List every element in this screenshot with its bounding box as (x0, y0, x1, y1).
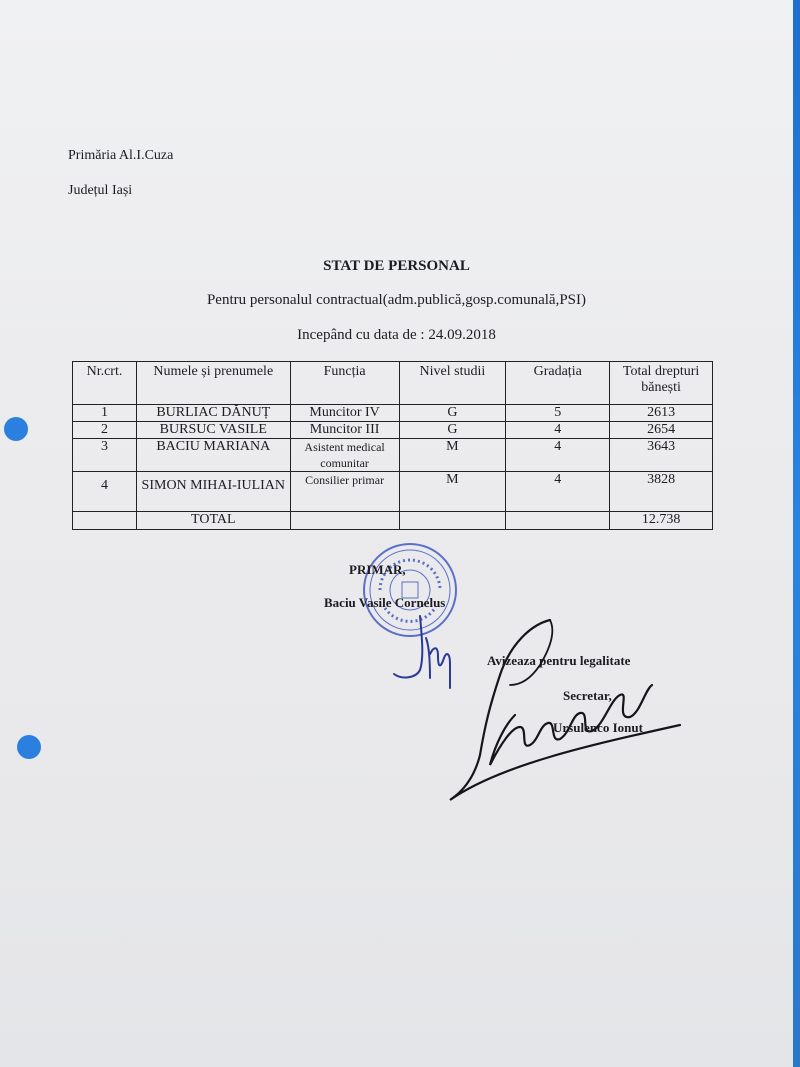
cell-nr: 4 (73, 472, 137, 512)
cell-total: 2654 (610, 422, 713, 439)
endorsement-text: Avizeaza pentru legalitate (487, 653, 631, 668)
cell-grade: 4 (506, 472, 610, 512)
cell-studies: G (399, 422, 506, 439)
cell-empty (399, 512, 506, 530)
cell-empty (290, 512, 399, 530)
mayor-title: PRIMAR, (349, 562, 406, 577)
cell-grade: 5 (506, 405, 610, 422)
cell-grade: 4 (506, 439, 610, 472)
cell-grade: 4 (506, 422, 610, 439)
cell-total: 2613 (610, 405, 713, 422)
cell-studies: M (399, 472, 506, 512)
personnel-table (72, 361, 713, 530)
column-header: Numele și prenumele (136, 362, 290, 405)
secretary-name: Ursulenco Ionut (553, 720, 643, 735)
table-row (73, 472, 713, 512)
table-row (73, 405, 713, 422)
column-header: Funcția (290, 362, 399, 405)
table-row (73, 439, 713, 472)
mayor-name: Baciu Vasile Cornelus (324, 595, 446, 610)
column-header: Nivel studii (399, 362, 506, 405)
binder-hole (4, 417, 28, 441)
cell-nr: 1 (73, 405, 137, 422)
cell-name: BURLIAC DĂNUȚ (136, 405, 290, 422)
cell-name: SIMON MIHAI-IULIAN (136, 472, 290, 512)
cell-total: 3828 (610, 472, 713, 512)
cell-function: Consilier primar (290, 472, 399, 512)
table-header-row (73, 362, 713, 405)
document-title: STAT DE PERSONAL (323, 258, 470, 274)
total-label: TOTAL (136, 512, 290, 530)
cell-empty (73, 512, 137, 530)
cell-empty (506, 512, 610, 530)
binder-hole (17, 735, 41, 759)
cell-studies: G (399, 405, 506, 422)
column-header: Total drepturi bănești (610, 362, 713, 405)
effective-date: Incepând cu data de : 24.09.2018 (297, 327, 496, 343)
total-row (73, 512, 713, 530)
cell-name: BACIU MARIANA (136, 439, 290, 472)
cell-name: BURSUC VASILE (136, 422, 290, 439)
total-value: 12.738 (610, 512, 713, 530)
institution-name: Primăria Al.I.Cuza (68, 148, 174, 163)
county-name: Județul Iași (68, 183, 133, 198)
cell-nr: 2 (73, 422, 137, 439)
cell-function: Muncitor III (290, 422, 399, 439)
column-header: Nr.crt. (73, 362, 137, 405)
secretary-title: Secretar, (563, 688, 612, 703)
cell-function: Muncitor IV (290, 405, 399, 422)
cell-nr: 3 (73, 439, 137, 472)
secretary-signature (440, 615, 690, 815)
column-header: Gradația (506, 362, 610, 405)
binder-edge (793, 0, 800, 1067)
cell-total: 3643 (610, 439, 713, 472)
document-subtitle: Pentru personalul contractual(adm.publică,gosp.comunală,PSI) (206, 292, 587, 308)
table-row (73, 422, 713, 439)
cell-function: Asistent medical comunitar (290, 439, 399, 472)
cell-studies: M (399, 439, 506, 472)
